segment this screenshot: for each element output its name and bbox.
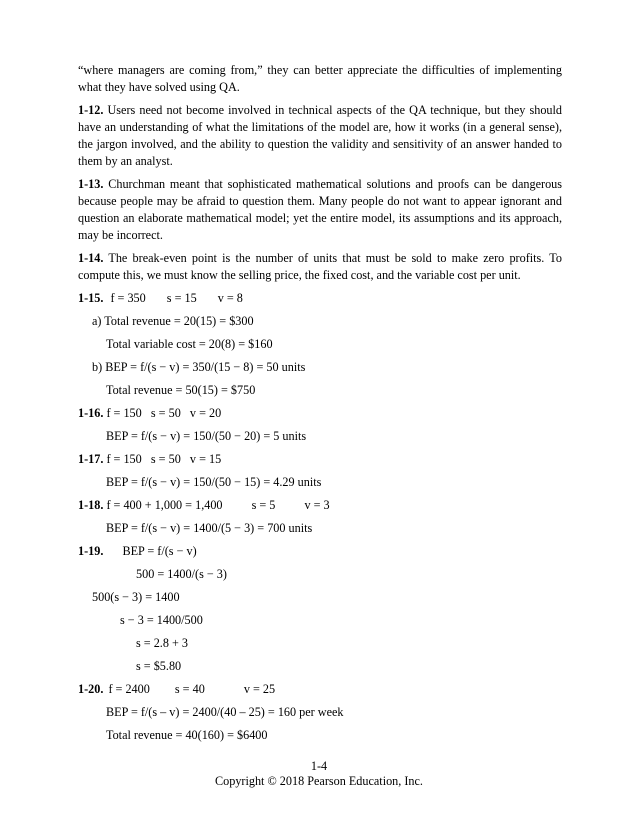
answer-1-20-header	[78, 681, 562, 698]
problem-number: 1-18.	[78, 498, 104, 512]
problem-number: 1-14.	[78, 251, 104, 265]
selling-price: s = 40	[174, 682, 205, 696]
problem-number: 1-12.	[78, 103, 104, 117]
problem-number: 1-19.	[78, 544, 104, 558]
calc-line: Total variable cost = 20(8) = $160	[106, 337, 273, 351]
answer-1-18-header	[78, 497, 562, 514]
answer-text: The break-even point is the number of units that must be sold to make zero profits. To compute this, we must know the selling price, the fixed cost, and the variable cost per unit.	[78, 251, 562, 282]
fixed-cost: f = 350	[110, 291, 146, 305]
problem-number: 1-13.	[78, 177, 104, 191]
copyright-notice: Copyright © 2018 Pearson Education, Inc.	[215, 774, 423, 788]
calc-line: BEP = f/(s − v)	[122, 544, 197, 558]
variable-cost: v = 3	[304, 498, 330, 512]
calc-line: BEP = f/(s − v) = 150/(50 − 20) = 5 units	[106, 429, 307, 443]
answer-1-15-header	[78, 290, 562, 307]
calc-line: BEP = f/(s − v) = 1400/(5 − 3) = 700 units	[106, 521, 313, 535]
problem-number: 1-16.	[78, 406, 104, 420]
calc-line: 500(s − 3) = 1400	[92, 590, 180, 604]
problem-number: 1-15.	[78, 291, 104, 305]
answer-1-16-header	[78, 405, 562, 422]
fixed-cost: f = 2400	[108, 682, 150, 696]
answer-text: Users need not become involved in technical aspects of the QA technique, but they should have an understanding of what the limitations of the model are, how it works (in a general sense), the jargon involved, and the ability to question the validity and sensitivity of an answer handed to them by an analyst.	[78, 103, 562, 168]
intro-paragraph: “where managers are coming from,” they can better appreciate the difficulties of implementing what they have solved using QA.	[78, 63, 562, 94]
calc-line: 500 = 1400/(s − 3)	[136, 567, 227, 581]
selling-price: s = 5	[251, 498, 276, 512]
calc-line: b) BEP = f/(s − v) = 350/(15 − 8) = 50 units	[92, 360, 306, 374]
answer-1-19-header	[78, 543, 562, 560]
answer-text: Churchman meant that sophisticated mathematical solutions and proofs can be dangerous because people may be afraid to question them. Many people do not want to appear ignorant and question an elaborate mathematical model; yet the entire model, its assumptions and its approach, may be incorrect.	[78, 177, 562, 242]
calc-line: Total revenue = 50(15) = $750	[106, 383, 256, 397]
page-number: 1-4	[310, 759, 328, 773]
variable-cost: v = 8	[217, 291, 243, 305]
calc-line: s − 3 = 1400/500	[120, 613, 203, 627]
answer-1-13	[78, 176, 562, 244]
calc-line: a) Total revenue = 20(15) = $300	[92, 314, 254, 328]
calc-line: BEP = f/(s – v) = 2400/(40 – 25) = 160 per week	[106, 705, 344, 719]
calc-line: Total revenue = 40(160) = $6400	[106, 728, 268, 742]
calc-line: s = $5.80	[136, 659, 182, 673]
selling-price: s = 15	[166, 291, 197, 305]
problem-number: 1-20.	[78, 682, 104, 696]
answer-1-12	[78, 102, 562, 170]
calc-line: BEP = f/(s − v) = 150/(50 − 15) = 4.29 units	[106, 475, 322, 489]
answer-1-14	[78, 250, 562, 284]
given-values: f = 150 s = 50 v = 20	[106, 406, 222, 420]
variable-cost: v = 25	[243, 682, 276, 696]
answer-1-17-header	[78, 451, 562, 468]
document-body	[78, 62, 562, 750]
given-values: f = 150 s = 50 v = 15	[106, 452, 222, 466]
fixed-cost: f = 400 + 1,000 = 1,400	[106, 498, 223, 512]
calc-line: s = 2.8 + 3	[136, 636, 189, 650]
problem-number: 1-17.	[78, 452, 104, 466]
